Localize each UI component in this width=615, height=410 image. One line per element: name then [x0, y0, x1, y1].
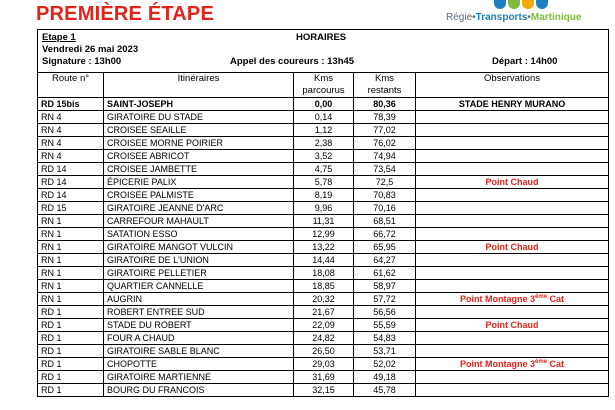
table-row: [38, 241, 609, 254]
observation-cell: [416, 267, 609, 280]
kms-restants-cell: 66,72: [354, 228, 416, 241]
kms-restants-cell: 73,54: [354, 163, 416, 176]
kms-restants-cell: 56,56: [354, 306, 416, 319]
table-row: [38, 202, 609, 215]
route-cell: RD 1: [38, 345, 104, 358]
kms-parcourus-cell: 20,32: [294, 293, 354, 306]
route-cell: RD 14: [38, 189, 104, 202]
table-row: [38, 371, 609, 384]
observation-cell: [416, 384, 609, 397]
observation-cell: Point Chaud: [416, 319, 609, 332]
itinerary-cell: ÉPICERIE PALIX: [104, 176, 294, 189]
itinerary-cell: BOURG DU FRANCOIS: [104, 384, 294, 397]
kms-parcourus-cell: 4,75: [294, 163, 354, 176]
itinerary-cell: CROISEE SEAILLE: [104, 124, 294, 137]
table-row: [38, 176, 609, 189]
kms-restants-cell: 61,62: [354, 267, 416, 280]
signature-time: Signature : 13h00: [42, 56, 122, 67]
table-row: [38, 98, 609, 111]
col-kms-restants: Kms restants: [354, 73, 416, 98]
table-row: [38, 189, 609, 202]
itinerary-cell: CROISEE MORNE POIRIER: [104, 137, 294, 150]
kms-restants-cell: 80,36: [354, 98, 416, 111]
route-cell: RD 15bis: [38, 98, 104, 111]
kms-restants-cell: 77,02: [354, 124, 416, 137]
route-cell: RN 1: [38, 241, 104, 254]
route-cell: RN 1: [38, 228, 104, 241]
route-cell: RN 4: [38, 150, 104, 163]
kms-parcourus-cell: 11,31: [294, 215, 354, 228]
table-row: [38, 137, 609, 150]
start-time: Départ : 14h00: [492, 56, 558, 67]
table-row: [38, 124, 609, 137]
itinerary-cell: CROISEE JAMBETTE: [104, 163, 294, 176]
kms-restants-cell: 49,18: [354, 371, 416, 384]
itinerary-cell: GIRATOIRE MANGOT VULCIN: [104, 241, 294, 254]
kms-restants-cell: 70,83: [354, 189, 416, 202]
kms-parcourus-cell: 32,15: [294, 384, 354, 397]
route-cell: RN 1: [38, 267, 104, 280]
itinerary-cell: CARREFOUR MAHAULT: [104, 215, 294, 228]
col-itineraires: Itinéraires: [104, 73, 294, 98]
route-cell: RD 1: [38, 306, 104, 319]
itinerary-cell: GIRATOIRE DE L'UNION: [104, 254, 294, 267]
observation-cell: [416, 254, 609, 267]
itinerary-cell: GIRATOIRE DU STADE: [104, 111, 294, 124]
kms-restants-cell: 76,02: [354, 137, 416, 150]
itinerary-cell: CROISEE PALMISTE: [104, 189, 294, 202]
kms-parcourus-cell: 0,14: [294, 111, 354, 124]
table-row: [38, 215, 609, 228]
kms-restants-cell: 53,71: [354, 345, 416, 358]
route-cell: RN 1: [38, 293, 104, 306]
table-row: [38, 345, 609, 358]
observation-cell: [416, 332, 609, 345]
itinerary-cell: GIRATOIRE SABLE BLANC: [104, 345, 294, 358]
observation-cell: [416, 124, 609, 137]
itinerary-cell: CROISEE ABRICOT: [104, 150, 294, 163]
itinerary-cell: FOUR A CHAUD: [104, 332, 294, 345]
observation-cell: [416, 371, 609, 384]
kms-restants-cell: 54,83: [354, 332, 416, 345]
observation-cell: [416, 345, 609, 358]
table-row: [38, 332, 609, 345]
kms-parcourus-cell: 18,85: [294, 280, 354, 293]
table-row: [38, 163, 609, 176]
kms-parcourus-cell: 5,78: [294, 176, 354, 189]
logo-text: Régie•Transports•Martinique: [446, 12, 582, 23]
route-cell: RN 4: [38, 111, 104, 124]
table-row: [38, 228, 609, 241]
stage-info-header: [38, 30, 609, 73]
route-cell: RN 1: [38, 280, 104, 293]
observation-cell: Point Chaud: [416, 241, 609, 254]
kms-restants-cell: 74,94: [354, 150, 416, 163]
kms-restants-cell: 45,78: [354, 384, 416, 397]
kms-restants-cell: 55,59: [354, 319, 416, 332]
kms-restants-cell: 52,02: [354, 358, 416, 371]
route-cell: RD 1: [38, 319, 104, 332]
observation-cell: Point Montagne 3ème Cat: [416, 358, 609, 371]
logo-marks: [494, 0, 554, 10]
kms-parcourus-cell: 8,19: [294, 189, 354, 202]
route-cell: RN 4: [38, 124, 104, 137]
route-cell: RD 1: [38, 371, 104, 384]
observation-cell: [416, 306, 609, 319]
kms-restants-cell: 68,51: [354, 215, 416, 228]
kms-parcourus-cell: 3,52: [294, 150, 354, 163]
brand-logo: [444, 0, 594, 26]
route-cell: RD 14: [38, 176, 104, 189]
kms-parcourus-cell: 31,69: [294, 371, 354, 384]
itinerary-cell: SATATION ESSO: [104, 228, 294, 241]
table-row: [38, 358, 609, 371]
kms-restants-cell: 57,72: [354, 293, 416, 306]
itinerary-cell: AUGRIN: [104, 293, 294, 306]
table-row: [38, 306, 609, 319]
route-cell: RN 4: [38, 137, 104, 150]
itinerary-cell: SAINT-JOSEPH: [104, 98, 294, 111]
col-route: Route n°: [38, 73, 104, 98]
observation-cell: [416, 189, 609, 202]
itinerary-cell: GIRATOIRE PELLETIER: [104, 267, 294, 280]
route-cell: RN 1: [38, 215, 104, 228]
table-row: [38, 319, 609, 332]
route-cell: RD 15: [38, 202, 104, 215]
observation-cell: Point Montagne 3ème Cat: [416, 293, 609, 306]
itinerary-cell: GIRATOIRE MARTIENNE: [104, 371, 294, 384]
itinerary-cell: GIRATOIRE JEANNE D'ARC: [104, 202, 294, 215]
kms-parcourus-cell: 21,67: [294, 306, 354, 319]
observation-cell: [416, 163, 609, 176]
observation-cell: [416, 202, 609, 215]
kms-parcourus-cell: 24,82: [294, 332, 354, 345]
kms-restants-cell: 58,97: [354, 280, 416, 293]
page-title: PREMIÈRE ÉTAPE: [36, 3, 215, 25]
itinerary-cell: QUARTIER CANNELLE: [104, 280, 294, 293]
observation-cell: Point Chaud: [416, 176, 609, 189]
table-row: [38, 111, 609, 124]
table-row: [38, 280, 609, 293]
route-cell: RD 14: [38, 163, 104, 176]
route-cell: RD 1: [38, 358, 104, 371]
stage-date: Vendredi 26 mai 2023: [42, 44, 139, 55]
schedule-table: [37, 29, 609, 397]
kms-parcourus-cell: 22,09: [294, 319, 354, 332]
kms-restants-cell: 78,39: [354, 111, 416, 124]
itinerary-cell: CHOPOTTE: [104, 358, 294, 371]
table-row: [38, 254, 609, 267]
observation-cell: [416, 280, 609, 293]
kms-parcourus-cell: 2,38: [294, 137, 354, 150]
route-cell: RD 1: [38, 332, 104, 345]
call-time: Appel des coureurs : 13h45: [230, 56, 355, 67]
kms-parcourus-cell: 18,08: [294, 267, 354, 280]
kms-parcourus-cell: 13,22: [294, 241, 354, 254]
kms-parcourus-cell: 12,99: [294, 228, 354, 241]
table-row: [38, 293, 609, 306]
itinerary-cell: ROBERT ENTREE SUD: [104, 306, 294, 319]
observation-cell: [416, 150, 609, 163]
kms-parcourus-cell: 29,03: [294, 358, 354, 371]
table-row: [38, 384, 609, 397]
col-observations: Observations: [416, 73, 609, 98]
route-cell: RN 1: [38, 254, 104, 267]
stage-number: Etape 1: [42, 32, 76, 43]
observation-cell: [416, 215, 609, 228]
observation-cell: [416, 228, 609, 241]
kms-restants-cell: 72,5: [354, 176, 416, 189]
kms-parcourus-cell: 14,44: [294, 254, 354, 267]
observation-cell: [416, 111, 609, 124]
horaires-heading: HORAIRES: [296, 32, 347, 43]
observation-cell: STADE HENRY MURANO: [416, 98, 609, 111]
kms-restants-cell: 70,16: [354, 202, 416, 215]
route-cell: RD 1: [38, 384, 104, 397]
kms-parcourus-cell: 9,96: [294, 202, 354, 215]
kms-restants-cell: 64,27: [354, 254, 416, 267]
kms-parcourus-cell: 0,00: [294, 98, 354, 111]
kms-parcourus-cell: 1,12: [294, 124, 354, 137]
itinerary-cell: STADE DU ROBERT: [104, 319, 294, 332]
kms-restants-cell: 65,95: [354, 241, 416, 254]
column-header-row: [38, 73, 609, 98]
table-row: [38, 150, 609, 163]
observation-cell: [416, 137, 609, 150]
col-kms-parcourus: Kms parcourus: [294, 73, 354, 98]
table-row: [38, 267, 609, 280]
kms-parcourus-cell: 26,50: [294, 345, 354, 358]
